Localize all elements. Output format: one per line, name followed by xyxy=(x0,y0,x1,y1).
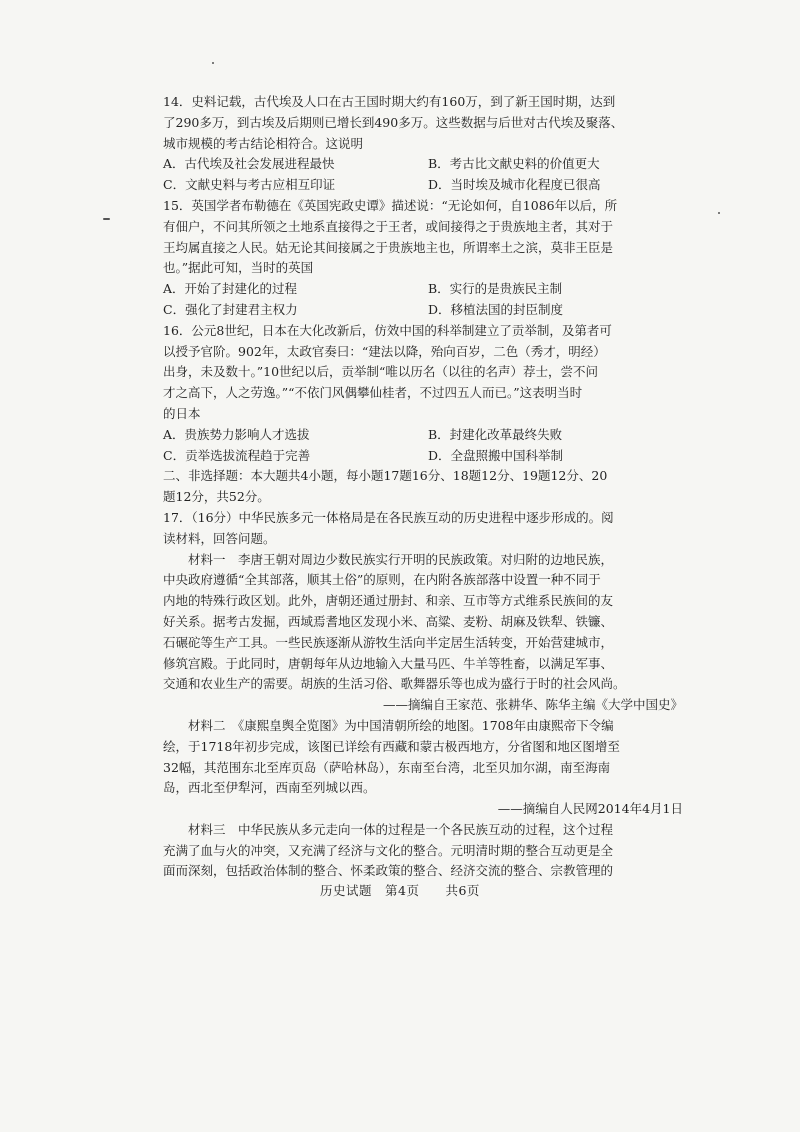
q15-stem-line: 有佃户，不问其所领之土地系直接得之于王者，或间接得之于贵族地主者，其对于 xyxy=(163,218,614,234)
option-a: A．古代埃及社会发展进程最快 xyxy=(163,156,335,172)
material-1-line: 材料一 李唐王朝对周边少数民族实行开明的民族政策。对归附的边地民族， xyxy=(188,551,614,567)
section-2-heading xyxy=(163,466,683,508)
material-1-line: 中央政府遵循“全其部落，顺其土俗”的原则，在内附各族部落中设置一种不同于 xyxy=(163,572,601,588)
material-1-line: 内地的特殊行政区划。此外，唐朝还通过册封、和亲、互市等方式维系民族间的友 xyxy=(163,593,614,609)
q17-intro-line: 读材料，回答问题。 xyxy=(163,530,276,546)
option-d: D．全盘照搬中国科举制 xyxy=(428,447,564,463)
option-b: B．考古比文献史料的价值更大 xyxy=(428,156,600,172)
scan-speck xyxy=(212,62,214,64)
scan-speck xyxy=(718,212,720,214)
material-1-line: 好关系。据考古发掘，西域焉耆地区发现小米、高粱、麦粉、胡麻及铁犁、铁镰、 xyxy=(163,613,614,629)
option-a: A．贵族势力影响人才选拔 xyxy=(163,426,310,442)
exam-content xyxy=(163,92,683,882)
q15-stem-line: 王均属直接之人民。姑无论其间接属之于贵族地主也，所谓率土之滨，莫非王臣是 xyxy=(163,239,614,255)
material-2-line: 材料二 《康熙皇舆全览图》为中国清朝所绘的地图。1708年由康熙帝下令编 xyxy=(188,717,614,733)
material-2-line: 绘，于1718年初步完成，该图已详绘有西藏和蒙古极西地方，分省图和地区图增至 xyxy=(163,738,620,754)
material-3-line: 材料三 中华民族从多元走向一体的过程是一个各民族互动的过程，这个过程 xyxy=(188,821,614,837)
section-2-line: 题12分，共52分。 xyxy=(163,489,270,505)
q16-stem-line: 出身，未及数十。”10世纪以后，贡举制“唯以历名（以往的名声）荐士，尝不问 xyxy=(163,364,598,380)
question-16 xyxy=(163,321,683,467)
q16-stem-line: 16．公元8世纪，日本在大化改新后，仿效中国的科举制建立了贡举制，及第者可 xyxy=(163,322,612,338)
material-3 xyxy=(163,820,683,882)
q16-options xyxy=(163,425,683,467)
option-b: B．实行的是贵族民主制 xyxy=(428,281,563,297)
option-d: D．当时埃及城市化程度已很高 xyxy=(428,177,601,193)
option-b: B．封建化改革最终失败 xyxy=(428,426,563,442)
option-c: C．文献史料与考古应相互印证 xyxy=(163,177,336,193)
q17-intro-line: 17．（16分）中华民族多元一体格局是在各民族互动的历史进程中逐步形成的。阅 xyxy=(163,509,614,525)
material-2-line: 32幅，其范围东北至库页岛（萨哈林岛），东南至台湾，北至贝加尔湖，南至海南 xyxy=(163,759,611,775)
option-c: C．强化了封建君主权力 xyxy=(163,301,298,317)
question-17 xyxy=(163,508,683,882)
q16-stem-line: 的日本 xyxy=(163,405,201,421)
page-footer: 历史试题 第4页 共6页 xyxy=(320,883,480,898)
question-15 xyxy=(163,196,683,321)
material-1 xyxy=(163,550,683,716)
question-14 xyxy=(163,92,683,196)
q14-stem-line: 14．史料记载，古代埃及人口在古王国时期大约有160万，到了新王国时期，达到 xyxy=(163,94,616,109)
material-1-line: 交通和农业生产的需要。胡族的生活习俗、歌舞器乐等也成为盛行于时的社会风尚。 xyxy=(163,676,626,692)
material-3-line: 充满了血与火的冲突，又充满了经济与文化的整合。元明清时期的整合互动更是全 xyxy=(163,842,614,858)
option-d: D．移植法国的封臣制度 xyxy=(428,301,564,317)
material-1-source: ——摘编自王家范、张耕华、陈华主编《大学中国史》 xyxy=(382,697,683,713)
material-3-line: 面而深刻，包括政治体制的整合、怀柔政策的整合、经济交流的整合、宗教管理的 xyxy=(163,863,614,879)
q14-stem-line: 了290多万，到古埃及后期则已增长到490多万。这些数据与后世对古代埃及聚落、 xyxy=(163,114,624,130)
section-2-line: 二、非选择题：本大题共4小题，每小题17题16分、18题12分、19题12分、20 xyxy=(163,468,608,484)
q16-stem-line: 以授予官阶。902年，太政官奏曰：“建法以降，殆向百岁，二色（秀才，明经） xyxy=(163,343,606,359)
q16-stem-line: 才之高下，人之劳逸。”“不依门风偶攀仙桂者，不过四五人而已。”这表明当时 xyxy=(163,385,583,401)
q14-stem-line: 城市规模的考古结论相符合。这说明 xyxy=(163,135,364,151)
q15-stem-line: 也。”据此可知，当时的英国 xyxy=(163,260,314,276)
q14-options xyxy=(163,154,683,196)
material-2-source: ——摘编自人民网2014年4月1日 xyxy=(497,801,683,817)
material-1-line: 石碾砣等生产工具。一些民族逐渐从游牧生活向半定居生活转变，开始营建城市， xyxy=(163,634,614,650)
scan-speck xyxy=(103,218,110,220)
q15-stem-line: 15．英国学者布勒德在《英国宪政史谭》描述说：“无论如何，自1086年以后，所 xyxy=(163,197,618,213)
option-a: A．开始了封建化的过程 xyxy=(163,281,298,297)
material-1-line: 修筑宫殿。于此同时，唐朝每年从边地输入大量马匹、牛羊等牲畜，以满足军事、 xyxy=(163,655,614,671)
option-c: C．贡举选拔流程趋于完善 xyxy=(163,447,311,463)
material-2-line: 岛，西北至伊犁河，西南至列城以西。 xyxy=(163,780,376,796)
q15-options xyxy=(163,279,683,321)
material-2 xyxy=(163,716,683,820)
